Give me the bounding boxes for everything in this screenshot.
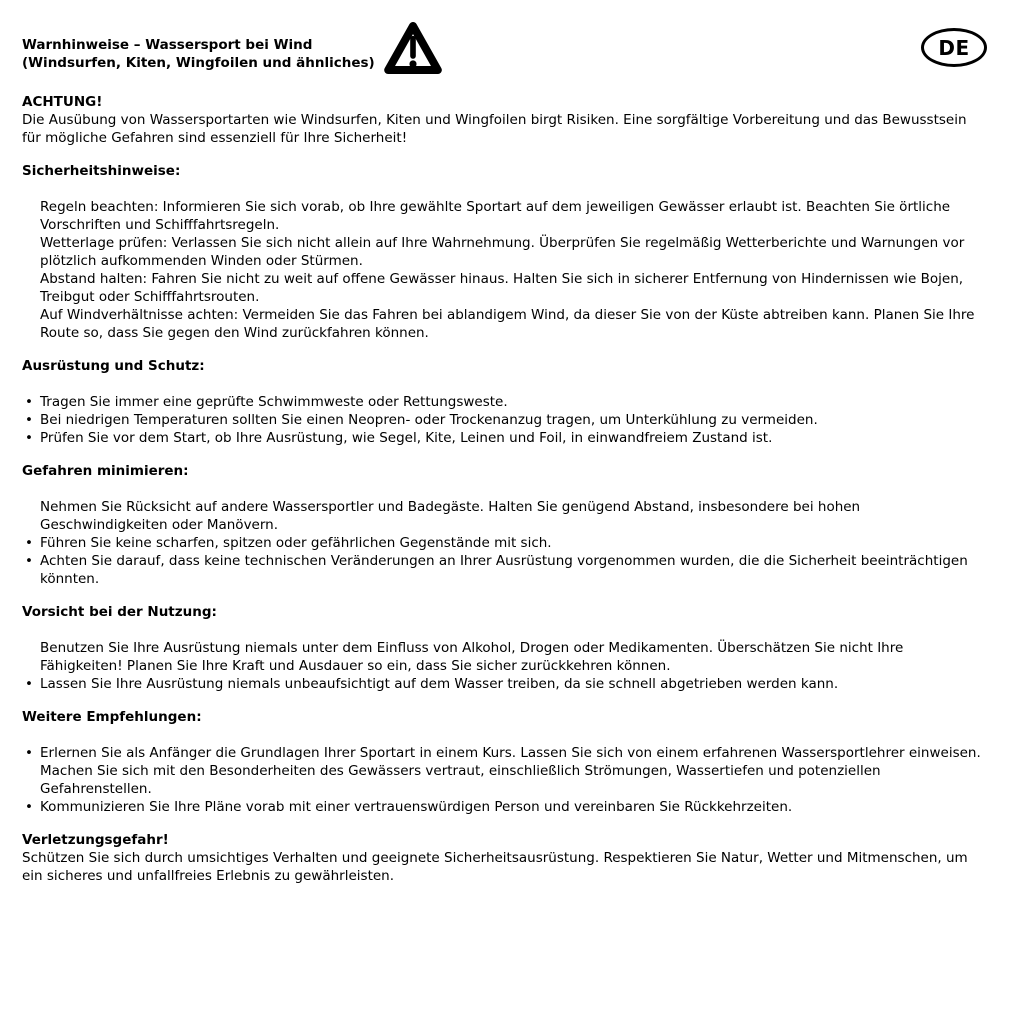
item-text: Achten Sie darauf, dass keine technischen Veränderungen an Ihrer Ausrüstung vorgenommen wurden, die die Sicherheit beeinträchtigen könnten. [40, 553, 968, 587]
section-items [22, 393, 988, 447]
item-text: Führen Sie keine scharfen, spitzen oder gefährlichen Gegenstände mit sich. [40, 535, 552, 551]
language-badge [921, 28, 987, 67]
item-text: Prüfen Sie vor dem Start, ob Ihre Ausrüstung, wie Segel, Kite, Leinen und Foil, in einwandfreiem Zustand ist. [40, 430, 773, 446]
indented-paragraph [22, 498, 988, 534]
title-line-2: (Windsurfen, Kiten, Wingfoilen und ähnliches) [22, 55, 375, 71]
indented-paragraph [22, 762, 988, 798]
document-header [22, 36, 988, 76]
bullet-list-item [22, 393, 988, 411]
bullet-marker: • [25, 535, 33, 551]
indented-paragraph [22, 306, 988, 342]
item-text: Regeln beachten: Informieren Sie sich vorab, ob Ihre gewählte Sportart auf dem jeweiligen Gewässer erlaubt ist. Beachten Sie örtliche Vorschriften und Schifffahrtsregeln. [40, 199, 951, 233]
title-line-1: Warnhinweise – Wassersport bei Wind [22, 37, 313, 53]
bullet-list-item [22, 675, 988, 693]
item-text: Erlernen Sie als Anfänger die Grundlagen Ihrer Sportart in einem Kurs. Lassen Sie sich von einem erfahrenen Wassersportlehrer einweisen. [40, 745, 981, 761]
indented-paragraph [22, 639, 988, 675]
bullet-marker: • [25, 430, 33, 446]
bullet-list-item [22, 411, 988, 429]
language-badge-label: DE [938, 35, 970, 60]
section-items [22, 744, 988, 816]
bullet-list-item [22, 744, 988, 762]
item-text: Bei niedrigen Temperaturen sollten Sie einen Neopren- oder Trockenanzug tragen, um Unterkühlung zu vermeiden. [40, 412, 818, 428]
section-heading: ACHTUNG! [22, 94, 103, 110]
item-text: Benutzen Sie Ihre Ausrüstung niemals unter dem Einfluss von Alkohol, Drogen oder Medikamenten. Überschätzen Sie nicht Ihre Fähigkeiten! Planen Sie Ihre Kraft und Ausdauer so ein, dass Sie sicher zurückkehren können. [40, 640, 904, 674]
bullet-list-item [22, 798, 988, 816]
bullet-list-item [22, 552, 988, 588]
bullet-marker: • [25, 553, 33, 569]
document-title [22, 36, 375, 72]
document-section [22, 357, 988, 447]
item-text: Lassen Sie Ihre Ausrüstung niemals unbeaufsichtigt auf dem Wasser treiben, da sie schnell abgetrieben werden kann. [40, 676, 839, 692]
section-items [22, 198, 988, 342]
item-text: Nehmen Sie Rücksicht auf andere Wassersportler und Badegäste. Halten Sie genügend Abstand, insbesondere bei hohen Geschwindigkeiten oder Manövern. [40, 499, 861, 533]
document-section [22, 831, 988, 885]
section-intro: Die Ausübung von Wassersportarten wie Windsurfen, Kiten und Wingfoilen birgt Risiken. Eine sorgfältige Vorbereitung und das Bewusstsein für mögliche Gefahren sind essenziell für Ihre Sicherheit! [22, 112, 967, 146]
document-section [22, 462, 988, 588]
section-heading: Vorsicht bei der Nutzung: [22, 604, 217, 620]
warning-triangle-icon [383, 20, 443, 76]
bullet-marker: • [25, 745, 33, 761]
section-heading: Sicherheitshinweise: [22, 163, 181, 179]
bullet-list-item [22, 429, 988, 447]
item-text: Wetterlage prüfen: Verlassen Sie sich nicht allein auf Ihre Wahrnehmung. Überprüfen Sie regelmäßig Wetterberichte und Warnungen vor plötzlich aufkommenden Winden oder Stürmen. [40, 235, 965, 269]
document-body [22, 93, 988, 885]
section-items [22, 498, 988, 588]
section-intro: Schützen Sie sich durch umsichtiges Verhalten und geeignete Sicherheitsausrüstung. Respektieren Sie Natur, Wetter und Mitmenschen, um ein sicheres und unfallfreies Erlebnis zu gewährleisten. [22, 850, 968, 884]
indented-paragraph [22, 198, 988, 234]
bullet-marker: • [25, 799, 33, 815]
section-heading: Ausrüstung und Schutz: [22, 358, 205, 374]
item-text: Machen Sie sich mit den Besonderheiten des Gewässers vertraut, einschließlich Strömungen, Wassertiefen und potenziellen Gefahrenstellen. [40, 763, 881, 797]
item-text: Abstand halten: Fahren Sie nicht zu weit auf offene Gewässer hinaus. Halten Sie sich in sicherer Entfernung von Hindernissen wie Bojen, Treibgut oder Schifffahrtsrouten. [40, 271, 964, 305]
item-text: Tragen Sie immer eine geprüfte Schwimmweste oder Rettungsweste. [40, 394, 508, 410]
document-section [22, 708, 988, 816]
document-section [22, 162, 988, 342]
bullet-marker: • [25, 676, 33, 692]
section-heading: Gefahren minimieren: [22, 463, 189, 479]
section-items [22, 639, 988, 693]
bullet-marker: • [25, 412, 33, 428]
document-section [22, 93, 988, 147]
item-text: Auf Windverhältnisse achten: Vermeiden Sie das Fahren bei ablandigem Wind, da dieser Sie von der Küste abtreiben kann. Planen Sie Ihre Route so, dass Sie gegen den Wind zurückfahren können. [40, 307, 975, 341]
indented-paragraph [22, 270, 988, 306]
bullet-list-item [22, 534, 988, 552]
section-heading: Verletzungsgefahr! [22, 832, 169, 848]
indented-paragraph [22, 234, 988, 270]
document-section [22, 603, 988, 693]
section-heading: Weitere Empfehlungen: [22, 709, 202, 725]
item-text: Kommunizieren Sie Ihre Pläne vorab mit einer vertrauenswürdigen Person und vereinbaren Sie Rückkehrzeiten. [40, 799, 793, 815]
bullet-marker: • [25, 394, 33, 410]
